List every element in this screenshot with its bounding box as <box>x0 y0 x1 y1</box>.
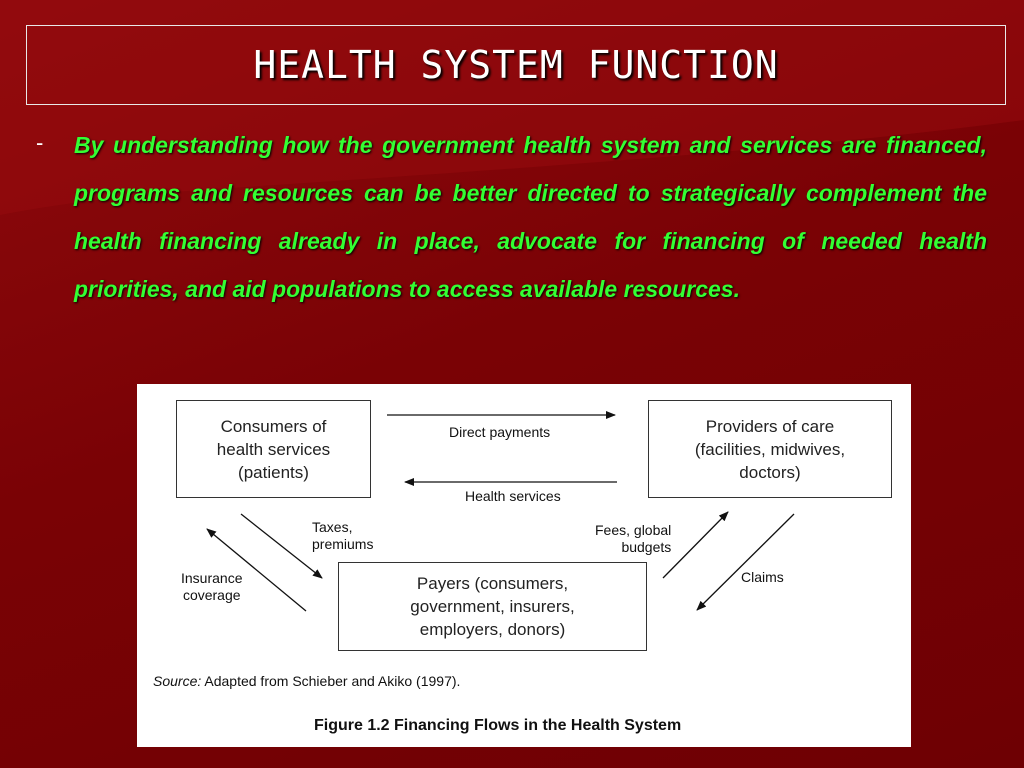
title-box <box>26 25 1006 105</box>
source-label: Source: <box>153 673 202 689</box>
figure-caption: Figure 1.2 Financing Flows in the Health System <box>314 717 682 734</box>
arrow-fees-global-budgets <box>663 512 728 578</box>
financing-flows-figure <box>137 384 911 747</box>
source-text: Adapted from Schieber and Akiko (1997). <box>204 673 461 689</box>
flow-label-taxes-premiums: Taxes, premiums <box>312 519 374 552</box>
flow-label-fees-global-budgets: Fees, global budgets <box>595 522 672 555</box>
flow-label-direct-payments: Direct payments <box>449 424 551 440</box>
flow-label-insurance-coverage: Insurance coverage <box>181 570 243 603</box>
bullet-marker: - <box>36 130 44 155</box>
slide-title: HEALTH SYSTEM FUNCTION <box>253 43 779 87</box>
payers-node: Payers (consumers, government, insurers, employers, donors) <box>338 562 647 651</box>
providers-node: Providers of care (facilities, midwives, doctors) <box>648 400 892 498</box>
consumers-node: Consumers of health services (patients) <box>176 400 371 498</box>
bullet-text: By understanding how the government health system and services are financed, programs and resources can be better directed to strategically complement the health financing already in place, advocate for financing of needed health priorities, and aid populations to access available resources. <box>74 132 987 302</box>
flow-label-claims: Claims <box>741 569 784 585</box>
arrow-taxes-premiums <box>241 514 322 578</box>
figure-source <box>153 673 460 689</box>
flow-label-health-services: Health services <box>465 488 561 504</box>
